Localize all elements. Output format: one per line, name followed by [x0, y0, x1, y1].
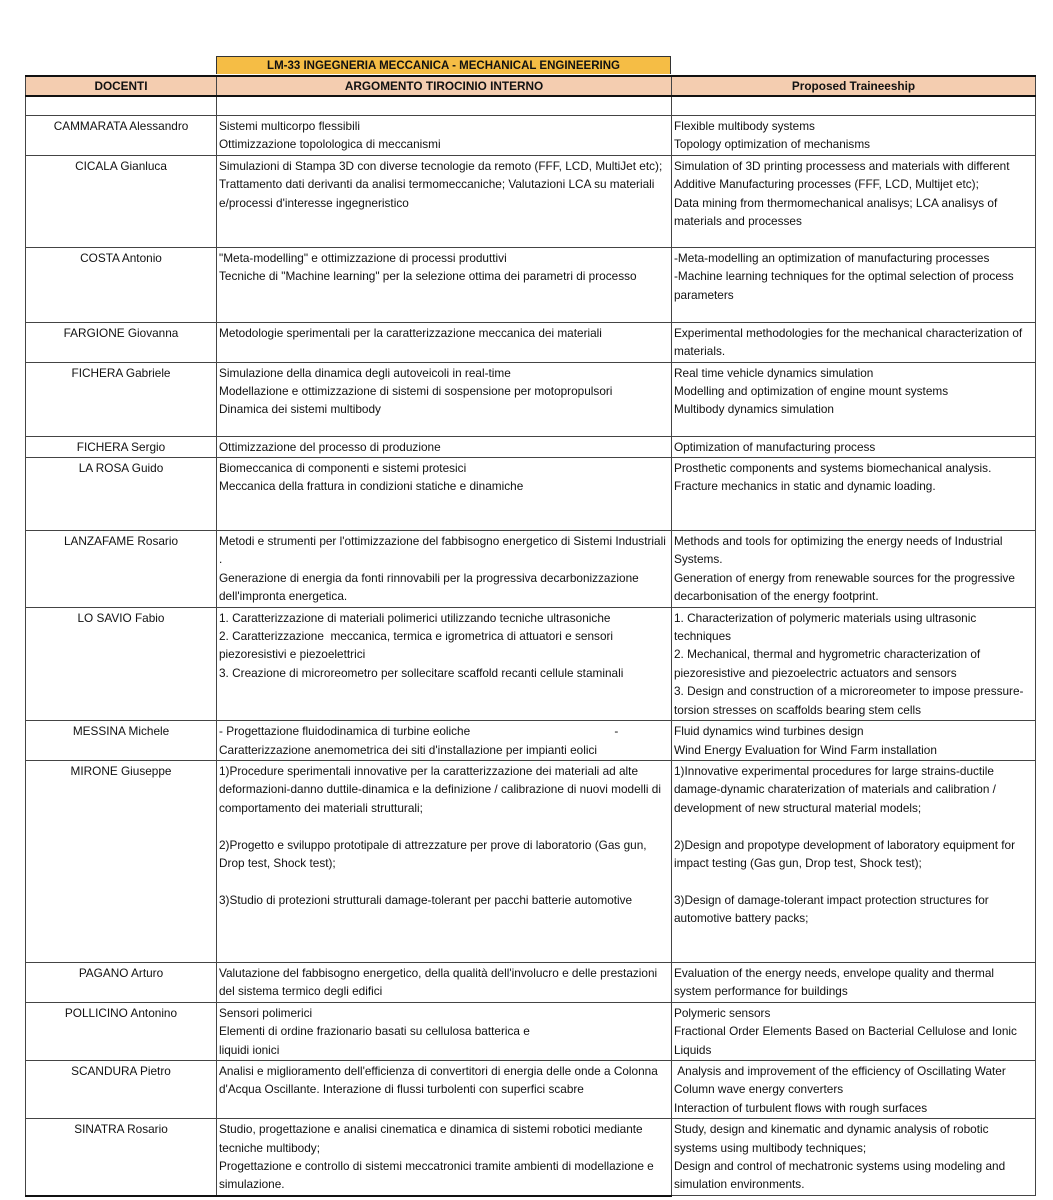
docente-name: COSTA Antonio	[26, 247, 217, 322]
topic-line-en: Fluid dynamics wind turbines design	[674, 724, 864, 739]
topic-line-it: Modellazione e ottimizzazione di sistemi di sospensione per motopropulsori	[219, 384, 613, 399]
topic-line-it: Simulazioni di Stampa 3D con diverse tecnologie da remoto (FFF, LCD, MultiJet etc);	[219, 158, 663, 173]
topic-line-it: 3. Creazione di microreometro per sollecitare scaffold recanti cellule staminali	[219, 665, 624, 680]
topic-line-it: Analisi e miglioramento dell'efficienza di convertitori di energia delle onde a Colonna d'Acqua Oscillante. Interazione di flussi turbolenti con superfici scabre	[219, 1063, 662, 1097]
topic-line-en: Data mining from thermomechanical analisys; LCA analisys of materials and processes	[674, 195, 1001, 229]
proposed-traineeship-cell	[672, 1002, 1036, 1060]
topic-line-it: Biomeccanica di componenti e sistemi protesici	[219, 461, 467, 476]
table-row	[26, 1119, 1036, 1196]
proposed-traineeship-cell	[672, 322, 1036, 362]
table-row	[26, 458, 1036, 531]
topic-line-en: Flexible multibody systems	[674, 119, 815, 133]
topic-line-it	[219, 872, 669, 890]
topic-line-en: Modelling and optimization of engine mount systems	[674, 384, 949, 399]
topic-line-en: Real time vehicle dynamics simulation	[674, 365, 874, 380]
blank-cell	[26, 96, 217, 116]
topic-line-en: 1. Characterization of polymeric materials using ultrasonic techniques	[674, 610, 980, 644]
argomento-cell	[217, 607, 672, 720]
topic-line-en: Evaluation of the energy needs, envelope quality and thermal system performance for buildings	[674, 965, 998, 999]
table-row	[26, 1002, 1036, 1060]
topic-line-it: 2. Caratterizzazione meccanica, termica e igrometrica di attuatori e sensori piezoresistivi e piezoelettrici	[219, 629, 617, 662]
topic-line-it: 2)Progetto e sviluppo prototipale di attrezzature per prove di laboratorio (Gas gun, Drop test, Shock test);	[219, 837, 650, 870]
docente-name: LANZAFAME Rosario	[26, 531, 217, 608]
topic-line-en: Multibody dynamics simulation	[674, 402, 834, 417]
argomento-cell	[217, 962, 672, 1002]
topic-line-en: Generation of energy from renewable sources for the progressive decarbonisation of the energy footprint.	[674, 570, 1019, 604]
proposed-traineeship-cell	[672, 607, 1036, 720]
topic-line-it: Trattamento dati derivanti da analisi termomeccaniche; Valutazioni LCA su materiali e/processi d'interesse ingegneristico	[219, 177, 658, 210]
table-row	[26, 322, 1036, 362]
proposed-traineeship-cell	[672, 760, 1036, 962]
proposed-traineeship-cell	[672, 436, 1036, 457]
table-row	[26, 531, 1036, 608]
topic-line-it: 1)Procedure sperimentali innovative per la caratterizzazione dei materiali ad alte deformazioni-danno duttile-dinamica e la definizione / calibrazione di nuovi modelli di comportamento dei materiali strutturali;	[219, 763, 665, 815]
topic-line-en: -Meta-modelling an optimization of manufacturing processes	[674, 250, 990, 265]
argomento-cell	[217, 458, 672, 531]
topic-line-en: 1)Innovative experimental procedures for large strains-ductile damage-dynamic charaterization of materials and calibration / development of new structural material models;	[674, 763, 1000, 815]
proposed-traineeship-cell	[672, 458, 1036, 531]
proposed-traineeship-cell	[672, 962, 1036, 1002]
proposed-traineeship-cell	[672, 1119, 1036, 1196]
docente-name: SCANDURA Pietro	[26, 1060, 217, 1118]
docente-name: PAGANO Arturo	[26, 962, 217, 1002]
topic-line-en: 3. Design and construction of a microreometer to impose pressure-torsion stresses on scaffolds bearing stem cells	[674, 684, 1024, 717]
topic-line-en: Fractional Order Elements Based on Bacterial Cellulose and Ionic Liquids	[674, 1024, 1021, 1057]
topic-line-en: Wind Energy Evaluation for Wind Farm installation	[674, 742, 937, 757]
proposed-traineeship-cell	[672, 155, 1036, 247]
table-row	[26, 436, 1036, 457]
docente-name: FICHERA Sergio	[26, 436, 217, 457]
topic-line-en: 2. Mechanical, thermal and hygrometric characterization of piezoresistive and piezoelectric actuators and sensors	[674, 647, 984, 680]
blank-cell	[672, 96, 1036, 116]
topic-line-it: Caratterizzazione anemometrica dei siti d'installazione per impianti eolici	[219, 742, 597, 757]
topic-line-en: Topology optimization of mechanisms	[674, 137, 871, 152]
topic-line-it: Meccanica della frattura in condizioni statiche e dinamiche	[219, 479, 524, 494]
proposed-traineeship-cell	[672, 1060, 1036, 1118]
topic-line-it: Sensori polimerici	[219, 1005, 313, 1020]
argomento-cell	[217, 247, 672, 322]
blank-cell	[217, 96, 672, 116]
topic-line-it: liquidi ionici	[219, 1042, 280, 1057]
topic-line-en: Polymeric sensors	[674, 1005, 771, 1020]
topic-line-en: Fracture mechanics in static and dynamic loading.	[674, 479, 936, 494]
topic-line-it: Dinamica dei sistemi multibody	[219, 402, 381, 417]
docente-name: LO SAVIO Fabio	[26, 607, 217, 720]
topic-line-en: Methods and tools for optimizing the energy needs of Industrial Systems.	[674, 534, 1006, 567]
argomento-cell	[217, 531, 672, 608]
topic-line-en: 3)Design of damage-tolerant impact protection structures for automotive battery packs;	[674, 892, 993, 926]
table-row	[26, 721, 1036, 761]
table-row	[26, 760, 1036, 962]
traineeship-table	[25, 75, 1036, 1197]
argomento-cell	[217, 116, 672, 156]
topic-line-it: "Meta-modelling" e ottimizzazione di processi produttivi	[219, 250, 507, 265]
topic-line-en	[674, 817, 1033, 835]
table-row	[26, 962, 1036, 1002]
topic-line-it: 3)Studio di protezioni strutturali damage-tolerant per pacchi batterie automotive	[219, 892, 633, 907]
header-row	[26, 76, 1036, 96]
topic-line-it: Elementi di ordine frazionario basati su cellulosa batterica e	[219, 1024, 530, 1039]
topic-line-it: Simulazione della dinamica degli autoveicoli in real-time	[219, 365, 511, 380]
topic-line-it: 1. Caratterizzazione di materiali polimerici utilizzando tecniche ultrasoniche	[219, 610, 611, 625]
argomento-cell	[217, 721, 672, 761]
docente-name: CAMMARATA Alessandro	[26, 116, 217, 156]
argomento-cell	[217, 362, 672, 436]
docente-name: FARGIONE Giovanna	[26, 322, 217, 362]
docente-name: SINATRA Rosario	[26, 1119, 217, 1196]
header-docenti: DOCENTI	[26, 76, 217, 96]
topic-line-it: Studio, progettazione e analisi cinematica e dinamica di sistemi robotici mediante tecniche multibody;	[219, 1122, 646, 1155]
topic-line-en: Design and control of mechatronic systems using modeling and simulation environments.	[674, 1158, 1009, 1192]
proposed-traineeship-cell	[672, 531, 1036, 608]
header-argomento: ARGOMENTO TIROCINIO INTERNO	[217, 76, 672, 96]
topic-line-it: Generazione di energia da fonti rinnovabili per la progressiva decarbonizzazione dell'impronta energetica.	[219, 570, 642, 604]
blank-row	[26, 96, 1036, 116]
topic-line-en: Study, design and kinematic and dynamic analysis of robotic systems using multibody techniques;	[674, 1122, 992, 1155]
proposed-traineeship-cell	[672, 721, 1036, 761]
header-proposed: Proposed Traineeship	[672, 76, 1036, 96]
docente-name: LA ROSA Guido	[26, 458, 217, 531]
topic-line-it: Tecniche di "Machine learning" per la selezione ottima dei parametri di processo	[219, 269, 637, 284]
topic-line-it: Ottimizzazione del processo di produzione	[219, 439, 441, 454]
table-row	[26, 116, 1036, 156]
topic-line-en: Prosthetic components and systems biomechanical analysis.	[674, 461, 992, 476]
docente-name: CICALA Gianluca	[26, 155, 217, 247]
proposed-traineeship-cell	[672, 116, 1036, 156]
topic-line-it: Progettazione e controllo di sistemi meccatronici tramite ambienti di modellazione e simulazione.	[219, 1158, 658, 1192]
argomento-cell	[217, 322, 672, 362]
topic-line-it: Metodi e strumenti per l'ottimizzazione del fabbisogno energetico di Sistemi Industriali .	[219, 534, 670, 567]
docente-name: MESSINA Michele	[26, 721, 217, 761]
topic-line-it: Sistemi multicorpo flessibili	[219, 119, 360, 133]
topic-line-en: -Machine learning techniques for the optimal selection of process parameters	[674, 269, 1017, 302]
topic-line-en: Simulation of 3D printing processess and materials with different Additive Manufacturing processes (FFF, LCD, Multijet etc);	[674, 158, 1013, 192]
argomento-cell	[217, 760, 672, 962]
topic-line-en: Experimental methodologies for the mechanical characterization of materials.	[674, 325, 1026, 359]
docente-name: MIRONE Giuseppe	[26, 760, 217, 962]
table-row	[26, 247, 1036, 322]
topic-line-en: Optimization of manufacturing process	[674, 439, 876, 454]
argomento-cell	[217, 436, 672, 457]
topic-line-en: Interaction of turbulent flows with rough surfaces	[674, 1100, 928, 1115]
proposed-traineeship-cell	[672, 247, 1036, 322]
topic-line-it: Valutazione del fabbisogno energetico, della qualità dell'involucro e delle prestazioni del sistema termico degli edifici	[219, 965, 661, 999]
topic-line-en	[674, 872, 1033, 890]
topic-line-it: - Progettazione fluidodinamica di turbine eoliche -	[219, 724, 619, 739]
argomento-cell	[217, 155, 672, 247]
table-row	[26, 607, 1036, 720]
argomento-cell	[217, 1119, 672, 1196]
table-row	[26, 155, 1036, 247]
argomento-cell	[217, 1002, 672, 1060]
topic-line-it	[219, 817, 669, 835]
docente-name: FICHERA Gabriele	[26, 362, 217, 436]
table-row	[26, 1060, 1036, 1118]
topic-line-en: 2)Design and propotype development of laboratory equipment for impact testing (Gas gun, Drop test, Shock test);	[674, 837, 1019, 870]
argomento-cell	[217, 1060, 672, 1118]
topic-line-it: Ottimizzazione topolologica di meccanismi	[219, 137, 441, 152]
topic-line-en: Analysis and improvement of the efficiency of Oscillating Water Column wave energy converters	[674, 1063, 1010, 1097]
proposed-traineeship-cell	[672, 362, 1036, 436]
table-row	[26, 362, 1036, 436]
program-title: LM-33 INGEGNERIA MECCANICA - MECHANICAL ENGINEERING	[216, 56, 671, 74]
topic-line-it: Metodologie sperimentali per la caratterizzazione meccanica dei materiali	[219, 325, 602, 340]
docente-name: POLLICINO Antonino	[26, 1002, 217, 1060]
